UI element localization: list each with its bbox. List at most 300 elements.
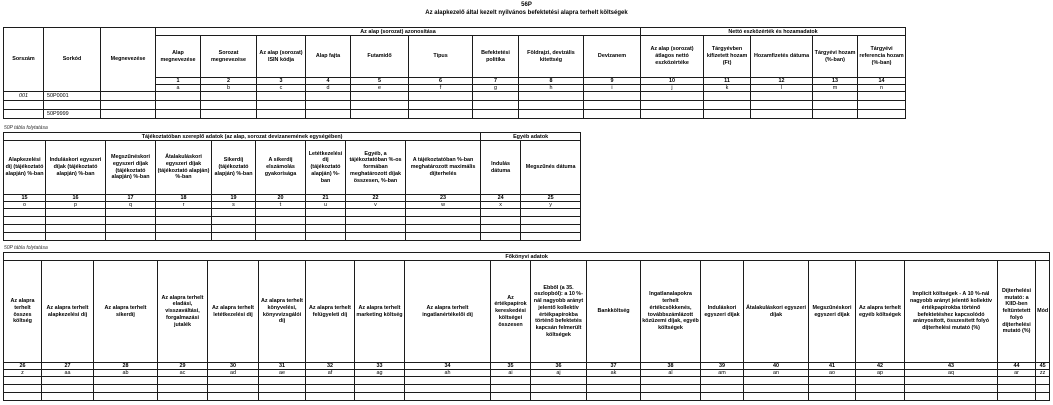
- table-cell: [306, 385, 355, 393]
- column-header: Ebből (a 35. oszlopból): a 10 %-nál nagyobb arányt jelentő kollektív értékpapírokba történő befektetés kapcsán felmerült költségek: [531, 261, 587, 363]
- table-cell: [531, 385, 587, 393]
- table-cell: [473, 110, 519, 119]
- table-cell: [744, 377, 809, 385]
- column-header: Mód: [1036, 261, 1050, 363]
- column-number: 7: [473, 78, 519, 85]
- column-code: d: [306, 85, 351, 92]
- column-code: ah: [405, 370, 491, 377]
- column-code: z: [4, 370, 42, 377]
- table-cell: [259, 393, 306, 401]
- table-cell: [858, 92, 906, 101]
- sorkod-cell: [44, 101, 101, 110]
- table-cell: [106, 225, 156, 233]
- column-header: Letétkezelési díj (tájékoztató alapján) %-ban: [306, 141, 346, 195]
- table-cell: [208, 385, 259, 393]
- column-code: o: [4, 202, 46, 209]
- column-code-row: [4, 370, 1050, 377]
- continuation-caption: 50P tábla folytatása: [4, 125, 48, 131]
- row-header-sorszam: Sorszám: [4, 28, 44, 92]
- table-cell: [4, 393, 42, 401]
- table-row: [4, 225, 581, 233]
- table-cell: [809, 377, 856, 385]
- column-label-row: [4, 141, 581, 195]
- column-number: 8: [519, 78, 584, 85]
- column-code: aq: [905, 370, 998, 377]
- fund-identification-table: [3, 27, 906, 119]
- table-cell: [156, 233, 212, 241]
- column-code: ae: [259, 370, 306, 377]
- column-header: Tárgyévi referencia hozam (%-ban): [858, 36, 906, 78]
- table-cell: [641, 101, 704, 110]
- table-cell: [306, 209, 346, 217]
- column-number: 10: [641, 78, 704, 85]
- table-cell: [405, 377, 491, 385]
- column-code: ao: [809, 370, 856, 377]
- column-code: zz: [1036, 370, 1050, 377]
- column-header: Az alap (sorozat) ISIN kódja: [257, 36, 306, 78]
- table-cell: [156, 101, 201, 110]
- column-number: 40: [744, 363, 809, 370]
- table-cell: [584, 92, 641, 101]
- column-code: ak: [587, 370, 641, 377]
- column-code: x: [481, 202, 521, 209]
- column-code: ar: [998, 370, 1036, 377]
- column-code: a: [156, 85, 201, 92]
- table-cell: [346, 225, 406, 233]
- table-cell: [4, 225, 46, 233]
- column-code: k: [704, 85, 751, 92]
- column-header: Alap fajta: [306, 36, 351, 78]
- table-cell: [701, 377, 744, 385]
- column-header: Típus: [409, 36, 473, 78]
- column-header: Futamidő: [351, 36, 409, 78]
- column-header: Az alapra terhelt ingatlanértékelői díj: [405, 261, 491, 363]
- column-header: Az alapra terhelt alapkezelési díj: [42, 261, 94, 363]
- column-group-header: Főkönyvi adatok: [4, 253, 1050, 261]
- ledger-costs-table: [3, 252, 1050, 401]
- column-code-row: [4, 202, 581, 209]
- column-header: Átalakuláskori egyszeri díjak: [744, 261, 809, 363]
- column-code: f: [409, 85, 473, 92]
- column-code: y: [521, 202, 581, 209]
- table-cell: [587, 393, 641, 401]
- table-cell: [42, 393, 94, 401]
- table-cell: [156, 217, 212, 225]
- table-cell: [306, 393, 355, 401]
- table-row: [4, 385, 1050, 393]
- table-cell: [306, 217, 346, 225]
- table-cell: [751, 101, 813, 110]
- table-cell: [406, 217, 481, 225]
- table-cell: [257, 101, 306, 110]
- column-code: aa: [42, 370, 94, 377]
- column-header: Az alap (sorozat) átlagos nettó eszközértéke: [641, 36, 704, 78]
- table-cell: [481, 233, 521, 241]
- column-number-row: [4, 363, 1050, 370]
- column-header: Bankköltség: [587, 261, 641, 363]
- table-row: [4, 217, 581, 225]
- column-group-header: Az alap (sorozat) azonosítása: [156, 28, 641, 36]
- column-code: e: [351, 85, 409, 92]
- table-cell: [46, 209, 106, 217]
- table-cell: [106, 217, 156, 225]
- column-code: l: [751, 85, 813, 92]
- table-row: [4, 393, 1050, 401]
- table-cell: [94, 377, 158, 385]
- column-header: A tájékoztatóban %-ban meghatározott maximális díjterhelés: [406, 141, 481, 195]
- column-header: Befektetési politika: [473, 36, 519, 78]
- column-header: Az alapra terhelt egyéb költségek: [856, 261, 905, 363]
- column-code: c: [257, 85, 306, 92]
- column-number: 28: [94, 363, 158, 370]
- column-number: 32: [306, 363, 355, 370]
- table-cell: [521, 209, 581, 217]
- table-cell: [351, 101, 409, 110]
- table-cell: [42, 377, 94, 385]
- table-cell: [212, 209, 256, 217]
- column-code: t: [256, 202, 306, 209]
- column-header: Az alapra terhelt könyvelési, könyvvizsgálói díj: [259, 261, 306, 363]
- column-header: Alapkezelési díj (tájékoztató alapján) %-ban: [4, 141, 46, 195]
- table-cell: [409, 101, 473, 110]
- table-cell: [94, 385, 158, 393]
- table-cell: [355, 385, 405, 393]
- table-cell: [346, 233, 406, 241]
- column-header: Az értékpapírok kereskedési költségei összesen: [491, 261, 531, 363]
- column-number: 4: [306, 78, 351, 85]
- fund-identification-section: [3, 27, 906, 119]
- row-header-sorkod: Sorkód: [44, 28, 101, 92]
- table-cell: [46, 233, 106, 241]
- column-code: r: [156, 202, 212, 209]
- column-number: 27: [42, 363, 94, 370]
- prospectus-fees-table: [3, 132, 581, 241]
- table-cell: [4, 233, 46, 241]
- column-number: 11: [704, 78, 751, 85]
- table-cell: [405, 385, 491, 393]
- table-cell: [998, 377, 1036, 385]
- table-cell: [481, 217, 521, 225]
- table-cell: [406, 233, 481, 241]
- sorkod-cell: 50P9999: [44, 110, 101, 119]
- table-cell: [94, 393, 158, 401]
- continuation-caption: 50P tábla folytatása: [4, 245, 48, 251]
- column-number: 13: [813, 78, 858, 85]
- column-code: h: [519, 85, 584, 92]
- column-number: 19: [212, 195, 256, 202]
- column-header: Ingatlanalapokra terhelt értékcsökkenés, továbbszámlázott közüzemi díjak, egyéb költségek: [641, 261, 701, 363]
- table-cell: [306, 92, 351, 101]
- table-cell: [158, 377, 208, 385]
- table-cell: [905, 393, 998, 401]
- column-header: Az alapra terhelt összes költség: [4, 261, 42, 363]
- column-code: ap: [856, 370, 905, 377]
- table-cell: [256, 209, 306, 217]
- column-number: 31: [259, 363, 306, 370]
- column-code: al: [641, 370, 701, 377]
- sorszam-cell: [4, 110, 44, 119]
- table-cell: [521, 233, 581, 241]
- table-cell: [491, 393, 531, 401]
- table-cell: [701, 393, 744, 401]
- column-group-header: Tájékoztatóban szereplő adatok (az alap, sorozat devizanemének egységében): [4, 133, 481, 141]
- column-code: b: [201, 85, 257, 92]
- table-cell: [704, 110, 751, 119]
- column-code: m: [813, 85, 858, 92]
- column-code: ad: [208, 370, 259, 377]
- table-cell: [491, 385, 531, 393]
- column-number: 33: [355, 363, 405, 370]
- table-cell: [306, 101, 351, 110]
- column-code: v: [346, 202, 406, 209]
- column-number: 15: [4, 195, 46, 202]
- table-cell: [813, 110, 858, 119]
- sorkod-cell: 50P0001: [44, 92, 101, 101]
- column-code: i: [584, 85, 641, 92]
- table-cell: [998, 385, 1036, 393]
- table-cell: [106, 233, 156, 241]
- column-group-row: [4, 253, 1050, 261]
- column-header: Tárgyévben kifizetett hozam (Ft): [704, 36, 751, 78]
- table-cell: [201, 110, 257, 119]
- table-cell: [156, 225, 212, 233]
- column-header: Az alapra terhelt felügyeleti díj: [306, 261, 355, 363]
- column-code: g: [473, 85, 519, 92]
- megnevezes-cell: [101, 92, 156, 101]
- column-code: ab: [94, 370, 158, 377]
- table-cell: [257, 110, 306, 119]
- column-code: n: [858, 85, 906, 92]
- ledger-data-section: [3, 252, 1050, 401]
- table-cell: [491, 377, 531, 385]
- column-number: 16: [46, 195, 106, 202]
- table-cell: [256, 233, 306, 241]
- table-cell: [704, 92, 751, 101]
- table-cell: [158, 385, 208, 393]
- table-cell: [46, 217, 106, 225]
- column-header: Tárgyévi hozam (%-ban): [813, 36, 858, 78]
- column-code: w: [406, 202, 481, 209]
- table-code: 56P: [521, 2, 532, 8]
- table-cell: [405, 393, 491, 401]
- table-cell: [531, 393, 587, 401]
- table-cell: [201, 92, 257, 101]
- column-header: Induláskori egyszeri díjak: [701, 261, 744, 363]
- column-group-row: [4, 28, 906, 36]
- table-cell: [212, 217, 256, 225]
- table-cell: [521, 225, 581, 233]
- table-cell: [351, 110, 409, 119]
- table-cell: [4, 377, 42, 385]
- table-row: [4, 233, 581, 241]
- column-number: 3: [257, 78, 306, 85]
- table-cell: [519, 110, 584, 119]
- column-header: Implicit költségek - A 10 %-nál nagyobb arányt jelentő kollektív értékpapírokba történő befektetéshez kapcsolódó arányosított, összesített folyó díjterhelési mutató (%): [905, 261, 998, 363]
- table-cell: [409, 92, 473, 101]
- column-number: 22: [346, 195, 406, 202]
- table-cell: [1036, 393, 1050, 401]
- column-number: 17: [106, 195, 156, 202]
- row-header-megnevezes: Megnevezése: [101, 28, 156, 92]
- column-number: 26: [4, 363, 42, 370]
- column-group-row: [4, 133, 581, 141]
- column-number: 44: [998, 363, 1036, 370]
- table-row: [4, 209, 581, 217]
- table-cell: [744, 385, 809, 393]
- table-cell: [641, 377, 701, 385]
- column-header: Az alapra terhelt letétkezelési díj: [208, 261, 259, 363]
- column-number: 6: [409, 78, 473, 85]
- table-row: [4, 101, 906, 110]
- column-header: A sikerdíj elszámolás gyakorisága: [256, 141, 306, 195]
- column-header: Megszűnés dátuma: [521, 141, 581, 195]
- table-cell: [306, 225, 346, 233]
- column-code: ai: [491, 370, 531, 377]
- table-cell: [1036, 385, 1050, 393]
- table-cell: [481, 225, 521, 233]
- column-number: 25: [521, 195, 581, 202]
- table-cell: [856, 393, 905, 401]
- megnevezes-cell: [101, 110, 156, 119]
- column-code: am: [701, 370, 744, 377]
- table-cell: [355, 393, 405, 401]
- table-cell: [46, 225, 106, 233]
- table-cell: [156, 209, 212, 217]
- table-cell: [158, 393, 208, 401]
- column-group-header: Egyéb adatok: [481, 133, 581, 141]
- table-cell: [744, 393, 809, 401]
- table-cell: [856, 385, 905, 393]
- column-number: 2: [201, 78, 257, 85]
- column-number: 1: [156, 78, 201, 85]
- column-header: Devizanem: [584, 36, 641, 78]
- column-header: Megszűnéskori egyszeri díjak: [809, 261, 856, 363]
- table-cell: [212, 225, 256, 233]
- column-number: 29: [158, 363, 208, 370]
- megnevezes-cell: [101, 101, 156, 110]
- table-cell: [809, 393, 856, 401]
- table-cell: [813, 101, 858, 110]
- sorszam-cell: [4, 101, 44, 110]
- column-header: Átalakuláskori egyszeri díjak (tájékoztató alapján) %-ban: [156, 141, 212, 195]
- table-cell: [208, 393, 259, 401]
- table-cell: [641, 92, 704, 101]
- table-row: [4, 92, 906, 101]
- column-number: 39: [701, 363, 744, 370]
- column-code: u: [306, 202, 346, 209]
- column-header: Indulás dátuma: [481, 141, 521, 195]
- table-cell: [751, 110, 813, 119]
- column-header: Sikerdíj (tájékoztató alapján) %-ban: [212, 141, 256, 195]
- table-cell: [201, 101, 257, 110]
- column-code: q: [106, 202, 156, 209]
- column-number: 34: [405, 363, 491, 370]
- column-number: 36: [531, 363, 587, 370]
- table-cell: [858, 110, 906, 119]
- table-cell: [856, 377, 905, 385]
- table-cell: [106, 209, 156, 217]
- table-cell: [473, 92, 519, 101]
- column-code: s: [212, 202, 256, 209]
- column-number: 38: [641, 363, 701, 370]
- column-number: 24: [481, 195, 521, 202]
- table-cell: [409, 110, 473, 119]
- column-number: 41: [809, 363, 856, 370]
- column-number: 5: [351, 78, 409, 85]
- table-cell: [256, 217, 306, 225]
- column-number: 18: [156, 195, 212, 202]
- table-cell: [519, 92, 584, 101]
- column-header: Hozamfizetés dátuma: [751, 36, 813, 78]
- table-cell: [473, 101, 519, 110]
- column-code: aj: [531, 370, 587, 377]
- table-cell: [905, 385, 998, 393]
- page-title: Az alapkezelő által kezelt nyilvános befektetési alapra terhelt költségek: [425, 10, 628, 16]
- table-cell: [858, 101, 906, 110]
- column-group-header: Nettó eszközérték és hozamadatok: [641, 28, 906, 36]
- prospectus-data-section: [3, 132, 581, 241]
- table-cell: [481, 209, 521, 217]
- column-code: an: [744, 370, 809, 377]
- table-cell: [701, 385, 744, 393]
- table-cell: [584, 110, 641, 119]
- table-cell: [4, 217, 46, 225]
- table-cell: [704, 101, 751, 110]
- table-row: [4, 377, 1050, 385]
- table-cell: [256, 225, 306, 233]
- table-cell: [4, 385, 42, 393]
- column-code: ac: [158, 370, 208, 377]
- table-cell: [156, 92, 201, 101]
- table-cell: [346, 217, 406, 225]
- table-cell: [584, 101, 641, 110]
- table-cell: [587, 385, 641, 393]
- table-cell: [813, 92, 858, 101]
- table-cell: [259, 385, 306, 393]
- table-cell: [1036, 377, 1050, 385]
- column-header: Induláskori egyszeri díjak (tájékoztató alapján) %-ban: [46, 141, 106, 195]
- column-number: 14: [858, 78, 906, 85]
- column-number: 23: [406, 195, 481, 202]
- table-cell: [998, 393, 1036, 401]
- table-cell: [641, 385, 701, 393]
- table-cell: [641, 393, 701, 401]
- column-number: 45: [1036, 363, 1050, 370]
- table-cell: [306, 110, 351, 119]
- column-number: 21: [306, 195, 346, 202]
- column-header: Alap megnevezése: [156, 36, 201, 78]
- column-header: Díjterhelési mutató: a KIID-ben feltüntetett folyó díjterhelési mutató (%): [998, 261, 1036, 363]
- table-cell: [306, 377, 355, 385]
- table-cell: [346, 209, 406, 217]
- column-number: 43: [905, 363, 998, 370]
- column-code: j: [641, 85, 704, 92]
- column-number: 30: [208, 363, 259, 370]
- table-cell: [641, 110, 704, 119]
- column-number: 9: [584, 78, 641, 85]
- sorszam-cell: 001: [4, 92, 44, 101]
- table-cell: [351, 92, 409, 101]
- table-cell: [809, 385, 856, 393]
- table-cell: [212, 233, 256, 241]
- table-cell: [531, 377, 587, 385]
- table-cell: [208, 377, 259, 385]
- table-cell: [519, 101, 584, 110]
- column-header: Megszűnéskori egyszeri díjak (tájékoztató alapján) %-ban: [106, 141, 156, 195]
- table-cell: [4, 209, 46, 217]
- column-header: Az alapra terhelt eladási, visszaváltási, forgalmazási jutalék: [158, 261, 208, 363]
- table-cell: [406, 225, 481, 233]
